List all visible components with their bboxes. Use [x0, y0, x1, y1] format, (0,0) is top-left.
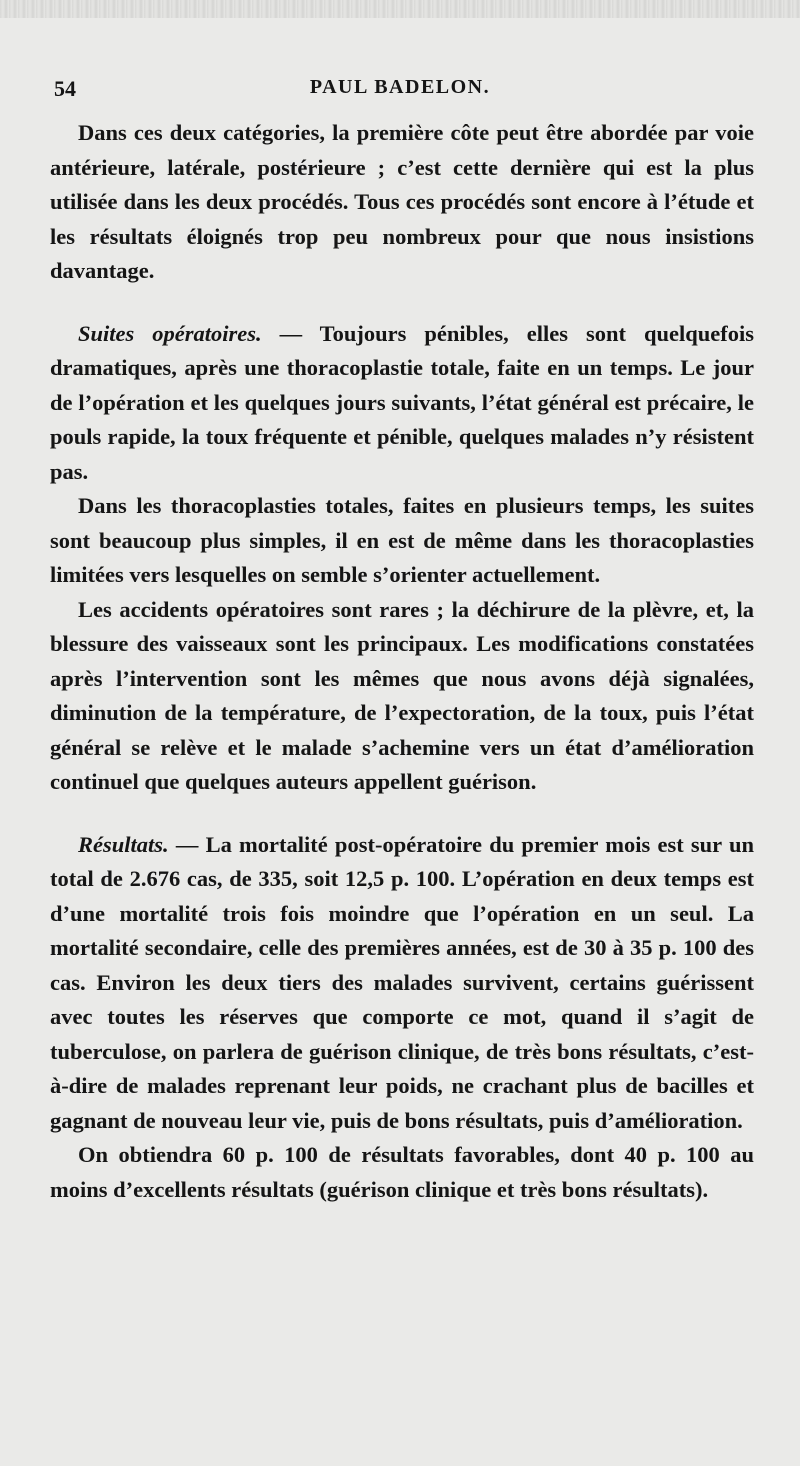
paragraph-3: Dans les thoracoplasties totales, faites en plusieurs temps, les suites sont beaucoup plus simples, il en est de même dans les thoracoplasties limitées vers lesquelles on semble s’orienter actuellement.	[50, 493, 754, 587]
running-title: PAUL BADELON.	[309, 76, 491, 98]
paragraph-suites-operatoires	[50, 317, 754, 490]
body-text	[50, 116, 754, 1207]
page-header	[50, 76, 750, 110]
paragraph-resultats	[50, 828, 754, 1139]
paragraph-1: Dans ces deux catégories, la première côte peut être abordée par voie antérieure, latérale, postérieure ; c’est cette dernière qui est la plus utilisée dans les deux procédés. Tous ces procédés sont encore à l’étude et les résultats éloignés trop peu nombreux pour que nous insistions davantage.	[50, 120, 754, 283]
paragraph-4: Les accidents opératoires sont rares ; la déchirure de la plèvre, et, la blessure des vaisseaux sont les principaux. Les modifications constatées après l’intervention sont les mêmes que nous avons déjà signalées, diminution de la température, de l’expectoration, de la toux, puis l’état général se relève et le malade s’achemine vers un état d’amélioration continuel que quelques auteurs appellent guérison.	[50, 596, 754, 794]
paragraph-6: On obtiendra 60 p. 100 de résultats favorables, dont 40 p. 100 au moins d’excellents résultats (guérison clinique et très bons résultats).	[50, 1142, 754, 1202]
page-number: 54	[54, 76, 76, 101]
paragraph-5-text: — La mortalité post-opératoire du premier mois est sur un total de 2.676 cas, de 335, soit 12,5 p. 100. L’opération en deux temps est d’une mortalité trois fois moindre que l’opération en un seul. La mortalité secondaire, celle des premières années, est de 30 à 35 p. 100 des cas. Environ les deux tiers des malades survivent, certains guérissent avec toutes les réserves que comporte ce mot, quand il s’agit de tuberculose, on parlera de guérison clinique, de très bons résultats, c’est-à-dire de malades reprenant leur poids, ne crachant plus de bacilles et gagnant de nouveau leur vie, puis de bons résultats, puis d’amélioration.	[50, 831, 754, 1133]
page-top-edge	[0, 0, 800, 18]
paragraph-2-text: — Toujours pénibles, elles sont quelquefois dramatiques, après une thoracoplastie totale, faite en un temps. Le jour de l’opération et les quelques jours suivants, l’état général est précaire, le pouls rapide, la toux fréquente et pénible, quelques malades n’y résistent pas.	[50, 320, 754, 484]
section-heading-suites-operatoires: Suites opératoires.	[78, 320, 262, 346]
section-heading-resultats: Résultats.	[78, 831, 169, 857]
